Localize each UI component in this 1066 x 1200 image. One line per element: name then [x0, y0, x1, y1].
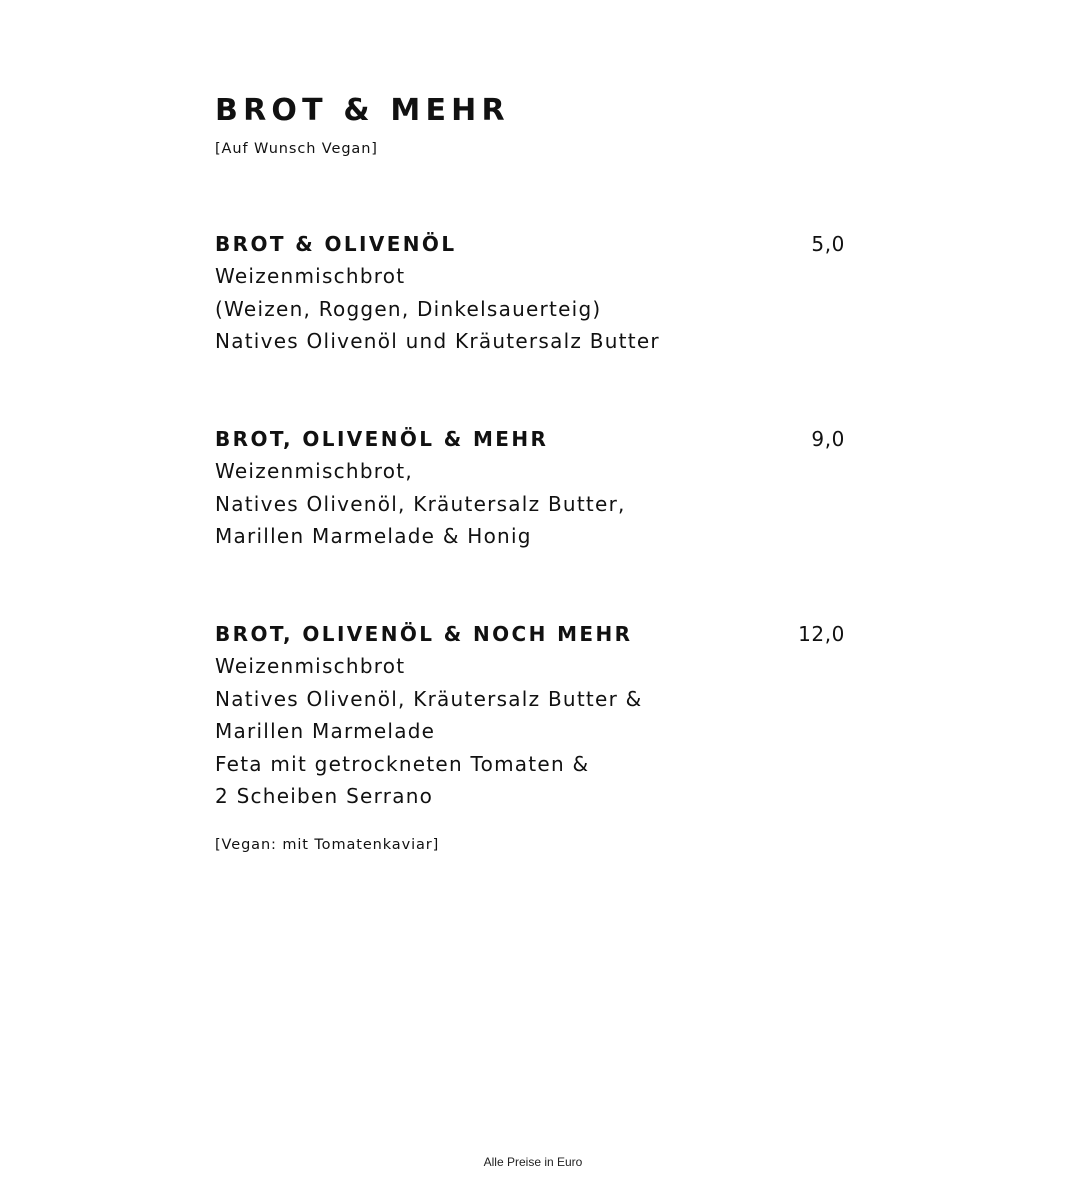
menu-item-brot-olivenoel-mehr — [215, 423, 845, 553]
menu-item-description-line: Natives Olivenöl, Kräutersalz Butter & — [215, 686, 643, 711]
menu-item-description-line: Weizenmischbrot — [215, 264, 406, 288]
menu-item-brot-olivenoel-noch-mehr — [215, 618, 845, 855]
section-title: BROT & MEHR — [215, 93, 510, 128]
menu-item-description-line: Marillen Marmelade & Honig — [215, 524, 532, 548]
menu-item-vegan-note: [Vegan: mit Tomatenkaviar] — [215, 836, 440, 853]
menu-item-description-line: (Weizen, Roggen, Dinkelsauerteig) — [215, 296, 602, 321]
menu-item-price: 9,0 — [811, 427, 845, 451]
price-currency-footer: Alle Preise in Euro — [483, 1155, 583, 1169]
menu-item-price: 12,0 — [798, 622, 845, 646]
menu-item-name: BROT, OLIVENÖL & NOCH MEHR — [215, 622, 633, 646]
menu-item-header — [215, 423, 845, 455]
menu-item-price: 5,0 — [811, 232, 845, 256]
menu-item-description-line: Natives Olivenöl und Kräutersalz Butter — [215, 329, 660, 353]
menu-item-description-line: Weizenmischbrot, — [215, 459, 413, 483]
menu-item-header — [215, 618, 845, 650]
menu-item-description-line: Feta mit getrockneten Tomaten & — [215, 751, 590, 776]
menu-item-description-line: 2 Scheiben Serrano — [215, 784, 434, 808]
menu-item-brot-olivenoel — [215, 228, 845, 358]
menu-item-description-line: Weizenmischbrot — [215, 654, 406, 678]
section-note: [Auf Wunsch Vegan] — [215, 141, 378, 157]
menu-item-name: BROT, OLIVENÖL & MEHR — [215, 427, 549, 451]
menu-item-name: BROT & OLIVENÖL — [215, 232, 457, 256]
menu-item-description-line: Natives Olivenöl, Kräutersalz Butter, — [215, 491, 626, 516]
menu-item-header — [215, 228, 845, 260]
menu-item-description-line: Marillen Marmelade — [215, 719, 436, 743]
